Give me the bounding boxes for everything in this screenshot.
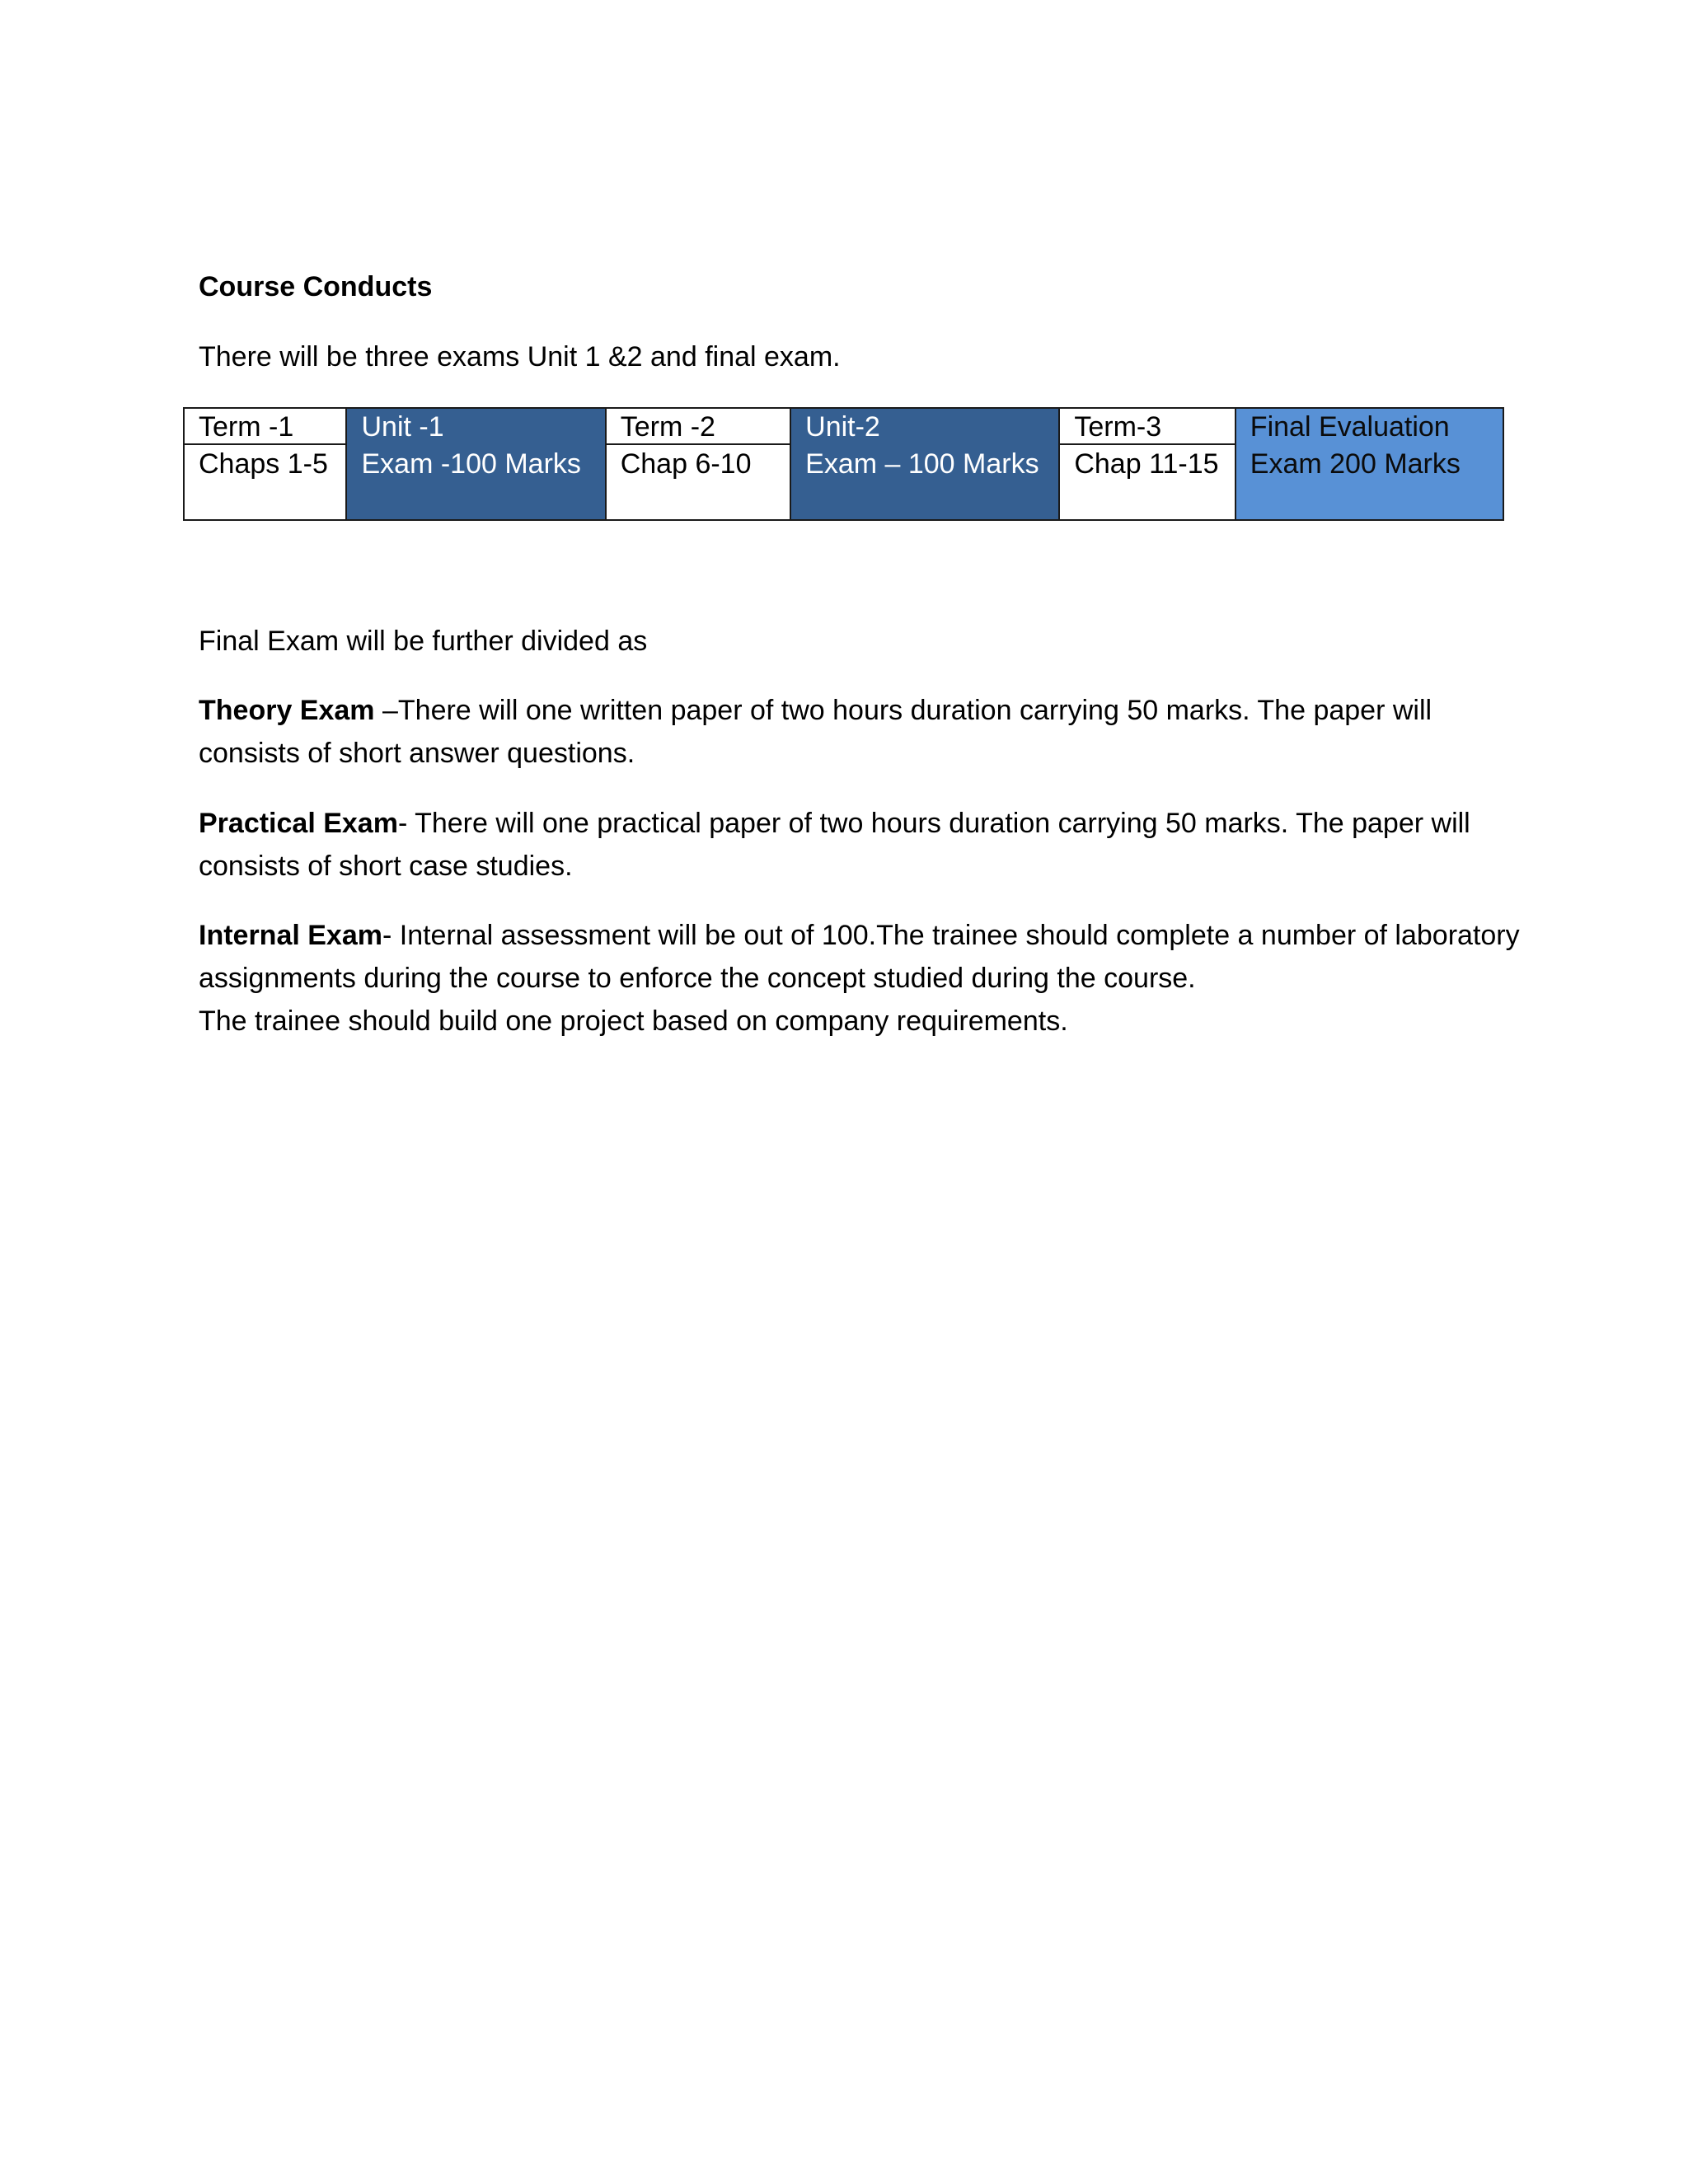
unit-1-cell: [347, 409, 606, 519]
theory-exam-text: –There will one written paper of two hours duration carrying 50 marks. The paper will consists of short answer questions.: [199, 695, 1432, 769]
term-1-title: Term -1: [185, 409, 345, 445]
term-1-cell: [185, 409, 347, 519]
term-1-chapters: Chaps 1-5: [199, 448, 328, 480]
internal-exam-text: - Internal assessment will be out of 100.The trainee should complete a number of laboratory assignments during the course to enforce the concept studied during the course.: [199, 920, 1520, 994]
practical-exam-label: Practical Exam: [199, 808, 398, 839]
unit-2-marks: Exam – 100 Marks: [805, 448, 1039, 480]
theory-exam-label: Theory Exam: [199, 695, 375, 726]
practical-exam-paragraph: [199, 802, 1534, 888]
unit-2-title: Unit-2: [805, 411, 880, 443]
final-evaluation-cell: [1236, 409, 1503, 519]
term-2-title: Term -2: [607, 409, 790, 445]
unit-1-marks: Exam -100 Marks: [361, 448, 581, 480]
exam-schedule-table: [183, 407, 1504, 521]
term-3-chapters: Chap 11-15: [1074, 448, 1219, 480]
internal-exam-paragraph: [199, 914, 1534, 1043]
term-2-cell: [607, 409, 791, 519]
term-3-title: Term-3: [1060, 409, 1234, 445]
section-heading: Course Conducts: [199, 271, 433, 302]
unit-1-title: Unit -1: [361, 411, 444, 443]
intro-text: There will be three exams Unit 1 &2 and final exam.: [199, 341, 841, 373]
final-exam-intro: Final Exam will be further divided as: [199, 626, 648, 657]
term-2-chapters: Chap 6-10: [620, 448, 752, 480]
theory-exam-paragraph: [199, 689, 1534, 775]
final-evaluation-title: Final Evaluation: [1250, 411, 1450, 443]
project-requirement-text: The trainee should build one project based on company requirements.: [199, 1005, 1068, 1037]
practical-exam-text: - There will one practical paper of two hours duration carrying 50 marks. The paper will consists of short case studies.: [199, 808, 1470, 882]
unit-2-cell: [791, 409, 1060, 519]
final-evaluation-marks: Exam 200 Marks: [1250, 448, 1461, 480]
internal-exam-label: Internal Exam: [199, 920, 382, 951]
term-3-cell: [1060, 409, 1236, 519]
